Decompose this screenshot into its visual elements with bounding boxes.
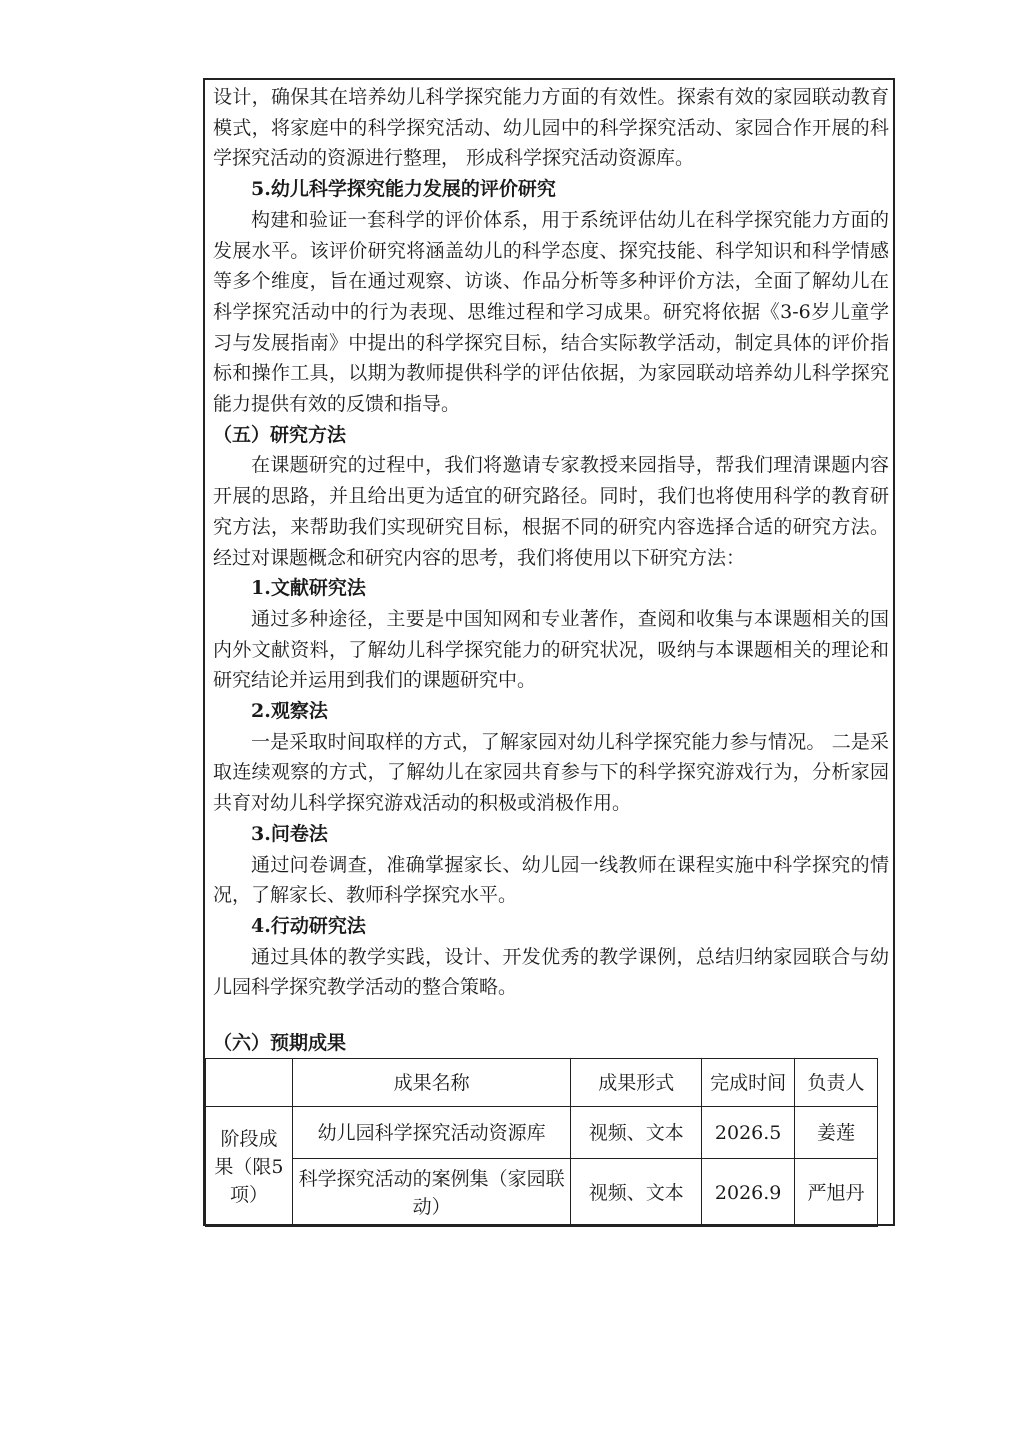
heading-literature-method: 1.文献研究法 <box>251 577 366 600</box>
row-label-stage-results: 阶段成果（限5项） <box>206 1107 293 1227</box>
cell-result-owner: 严旭丹 <box>795 1159 878 1227</box>
paragraph-literature-method: 通过多种途径，主要是中国知网和专业著作，查阅和收集与本课题相关的国内外文献资料，了解幼儿科学探究能力的研究状况，吸纳与本课题相关的理论和研究结论并运用到我们的课题研究中。 <box>213 607 889 692</box>
cell-result-time: 2026.5 <box>702 1107 795 1159</box>
heading-research-methods: （五）研究方法 <box>213 423 347 446</box>
header-cell-time: 完成时间 <box>702 1059 795 1107</box>
header-cell-owner: 负责人 <box>795 1059 878 1107</box>
heading-expected-results: （六）预期成果 <box>213 1032 347 1054</box>
heading-questionnaire-method: 3.问卷法 <box>251 822 328 845</box>
cell-result-time: 2026.9 <box>702 1159 795 1227</box>
paragraph-continuation: 设计，确保其在培养幼儿科学探究能力方面的有效性。探索有效的家园联动教育模式，将家庭中的科学探究活动、幼儿园中的科学探究活动、家园合作开展的科学探究活动的资源进行整理， 形成科学探究活动资源库。 <box>213 86 889 170</box>
cell-result-owner: 姜莲 <box>795 1107 878 1159</box>
table-row <box>206 1107 878 1159</box>
paragraph-action-research: 通过具体的教学实践，设计、开发优秀的教学课例，总结归纳家园联合与幼儿园科学探究教学活动的整合策略。 <box>213 945 889 999</box>
cell-result-form: 视频、文本 <box>571 1107 702 1159</box>
table-row <box>206 1159 878 1227</box>
paragraph-evaluation: 构建和验证一套科学的评价体系，用于系统评估幼儿在科学探究能力方面的发展水平。该评价研究将涵盖幼儿的科学态度、探究技能、科学知识和科学情感等多个维度，旨在通过观察、访谈、作品分析等多种评价方法，全面了解幼儿在科学探究活动中的行为表现、思维过程和学习成果。研究将依据《3-6岁儿童学习与发展指南》中提出的科学探究目标，结合实际教学活动，制定具体的评价指标和操作工具，以期为教师提供科学的评估依据，为家园联动培养幼儿科学探究能力提供有效的反馈和指导。 <box>213 208 889 416</box>
header-cell-name: 成果名称 <box>292 1059 570 1107</box>
header-cell-form: 成果形式 <box>571 1059 702 1107</box>
document-body <box>213 82 889 1003</box>
heading-action-research: 4.行动研究法 <box>251 914 366 937</box>
cell-result-name: 科学探究活动的案例集（家园联动） <box>292 1159 570 1227</box>
paragraph-methods-intro: 在课题研究的过程中，我们将邀请专家教授来园指导，帮我们理清课题内容开展的思路，并且给出更为适宜的研究路径。同时，我们也将使用科学的教育研究方法，来帮助我们实现研究目标，根据不同的研究内容选择合适的研究方法。经过对课题概念和研究内容的思考，我们将使用以下研究方法： <box>213 454 889 569</box>
cell-result-form: 视频、文本 <box>571 1159 702 1227</box>
paragraph-questionnaire-method: 通过问卷调查，准确掌握家长、幼儿园一线教师在课程实施中科学探究的情况，了解家长、教师科学探究水平。 <box>213 853 889 907</box>
header-cell-empty <box>206 1059 293 1107</box>
results-table <box>205 1058 878 1227</box>
paragraph-observation-method: 一是采取时间取样的方式，了解家园对幼儿科学探究能力参与情况。 二是采取连续观察的方式，了解幼儿在家园共育参与下的科学探究游戏行为，分析家园共育对幼儿科学探究游戏活动的积极或消极作用。 <box>213 730 889 815</box>
table-header-row <box>206 1059 878 1107</box>
heading-observation-method: 2.观察法 <box>251 700 328 723</box>
heading-evaluation-research: 5.幼儿科学探究能力发展的评价研究 <box>251 178 556 201</box>
cell-result-name: 幼儿园科学探究活动资源库 <box>292 1107 570 1159</box>
